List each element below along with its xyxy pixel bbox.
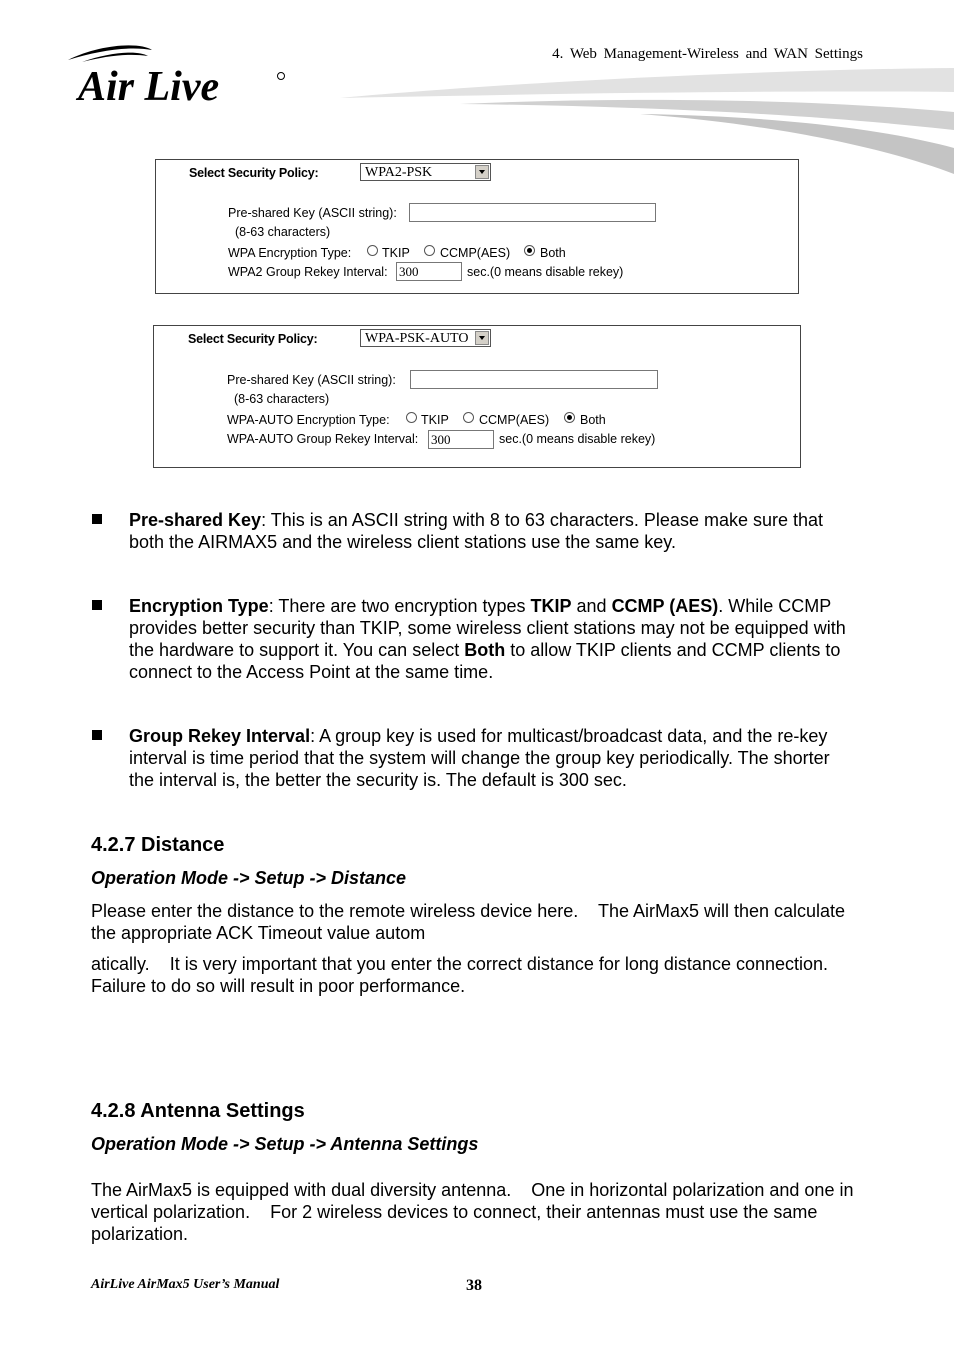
bullet-text: : This is an ASCII string with 8 to 63 characters. Please make sure that both the AIRMAX5 and the wireless client stations use the same key. bbox=[129, 510, 824, 552]
psk-hint: (8-63 characters) bbox=[235, 225, 331, 239]
bullet-text: : There are two encryption types bbox=[268, 596, 531, 616]
bullet-marker bbox=[92, 600, 102, 610]
psk-input[interactable] bbox=[409, 203, 656, 222]
bullet-preshared-key bbox=[129, 509, 859, 553]
both-label: Both bbox=[580, 413, 606, 427]
bullet-marker bbox=[92, 514, 102, 524]
rekey-interval-label: WPA-AUTO Group Rekey Interval: bbox=[227, 432, 419, 446]
bullet-marker bbox=[92, 730, 102, 740]
airlive-logo bbox=[60, 40, 300, 110]
footer-manual-title: AirLive AirMax5 User’s Manual bbox=[91, 1277, 280, 1292]
menu-path-distance: Operation Mode -> Setup -> Distance bbox=[91, 868, 407, 888]
term-group-rekey-interval: Group Rekey Interval bbox=[129, 726, 311, 746]
menu-path-antenna: Operation Mode -> Setup -> Antenna Settings bbox=[91, 1134, 479, 1154]
psk-hint: (8-63 characters) bbox=[234, 392, 330, 406]
rekey-interval-input[interactable]: 300 bbox=[428, 430, 494, 449]
bullet-text: and bbox=[571, 596, 612, 616]
rekey-interval-label: WPA2 Group Rekey Interval: bbox=[228, 265, 388, 279]
rekey-note: sec.(0 means disable rekey) bbox=[499, 432, 656, 446]
keyword-both: Both bbox=[464, 640, 506, 660]
chapter-title: 4. Web Management-Wireless and WAN Settings bbox=[552, 46, 863, 62]
ccmp-radio[interactable] bbox=[463, 412, 474, 423]
chevron-down-icon[interactable] bbox=[475, 331, 489, 345]
bullet-text: : A group key is used for multicast/broadcast data, and the re-key interval is time period that the system will change the group key periodically. The shorter the interval is, the better the security is. The default is 300 sec. bbox=[129, 726, 830, 790]
encryption-type-label: WPA Encryption Type: bbox=[228, 246, 352, 260]
tkip-radio[interactable] bbox=[406, 412, 417, 423]
bullet-text: to allow TKIP clients and CCMP clients to connect to the Access Point at the same time. bbox=[129, 640, 841, 682]
rekey-interval-input[interactable]: 300 bbox=[396, 262, 462, 281]
psk-label: Pre-shared Key (ASCII string): bbox=[228, 206, 397, 220]
bullet-encryption-type bbox=[129, 595, 859, 683]
psk-label: Pre-shared Key (ASCII string): bbox=[227, 373, 396, 387]
security-policy-label: Select Security Policy: bbox=[189, 166, 319, 180]
logo-wordmark: Air Live bbox=[78, 64, 220, 110]
security-policy-value: WPA2-PSK bbox=[365, 165, 433, 180]
section-heading-distance: 4.2.7 Distance bbox=[91, 834, 225, 856]
ccmp-label: CCMP(AES) bbox=[440, 246, 511, 260]
security-policy-label: Select Security Policy: bbox=[188, 332, 318, 346]
keyword-tkip: TKIP bbox=[530, 596, 572, 616]
page-number: 38 bbox=[466, 1277, 482, 1294]
distance-paragraph-1: Please enter the distance to the remote wireless device here. The AirMax5 will then calculate the appropriate ACK Timeout value autom bbox=[91, 901, 851, 943]
section-heading-antenna: 4.2.8 Antenna Settings bbox=[91, 1100, 305, 1122]
tkip-radio[interactable] bbox=[367, 245, 378, 256]
keyword-ccmp: CCMP (AES) bbox=[611, 596, 719, 616]
encryption-type-label: WPA-AUTO Encryption Type: bbox=[227, 413, 390, 427]
tkip-label: TKIP bbox=[421, 413, 449, 427]
wpa2-psk-settings-panel bbox=[155, 159, 799, 294]
distance-paragraph-2: atically. It is very important that you enter the correct distance for long distance connection. Failure to do so will result in poor performance. bbox=[91, 954, 849, 996]
security-policy-select[interactable] bbox=[360, 329, 491, 347]
bullet-text: . While CCMP provides better security than TKIP, some wireless client stations may not be equipped with the hardware to support it. You can select bbox=[129, 596, 846, 660]
term-encryption-type: Encryption Type bbox=[129, 596, 269, 616]
antenna-paragraph: The AirMax5 is equipped with dual diversity antenna. One in horizontal polarization and one in vertical polarization. For 2 wireless devices to connect, their antennas must use the same polarization. bbox=[91, 1180, 859, 1244]
security-policy-select[interactable] bbox=[360, 163, 491, 181]
bullet-group-rekey-interval bbox=[129, 725, 859, 791]
term-preshared-key: Pre-shared Key bbox=[129, 510, 262, 530]
psk-input[interactable] bbox=[410, 370, 658, 389]
both-label: Both bbox=[540, 246, 566, 260]
rekey-note: sec.(0 means disable rekey) bbox=[467, 265, 624, 279]
tkip-label: TKIP bbox=[382, 246, 410, 260]
both-radio[interactable] bbox=[524, 245, 535, 256]
ccmp-radio[interactable] bbox=[424, 245, 435, 256]
ccmp-label: CCMP(AES) bbox=[479, 413, 550, 427]
both-radio[interactable] bbox=[564, 412, 575, 423]
security-policy-value: WPA-PSK-AUTO bbox=[365, 331, 469, 346]
chevron-down-icon[interactable] bbox=[475, 165, 489, 179]
wpa-psk-auto-settings-panel bbox=[153, 325, 801, 468]
